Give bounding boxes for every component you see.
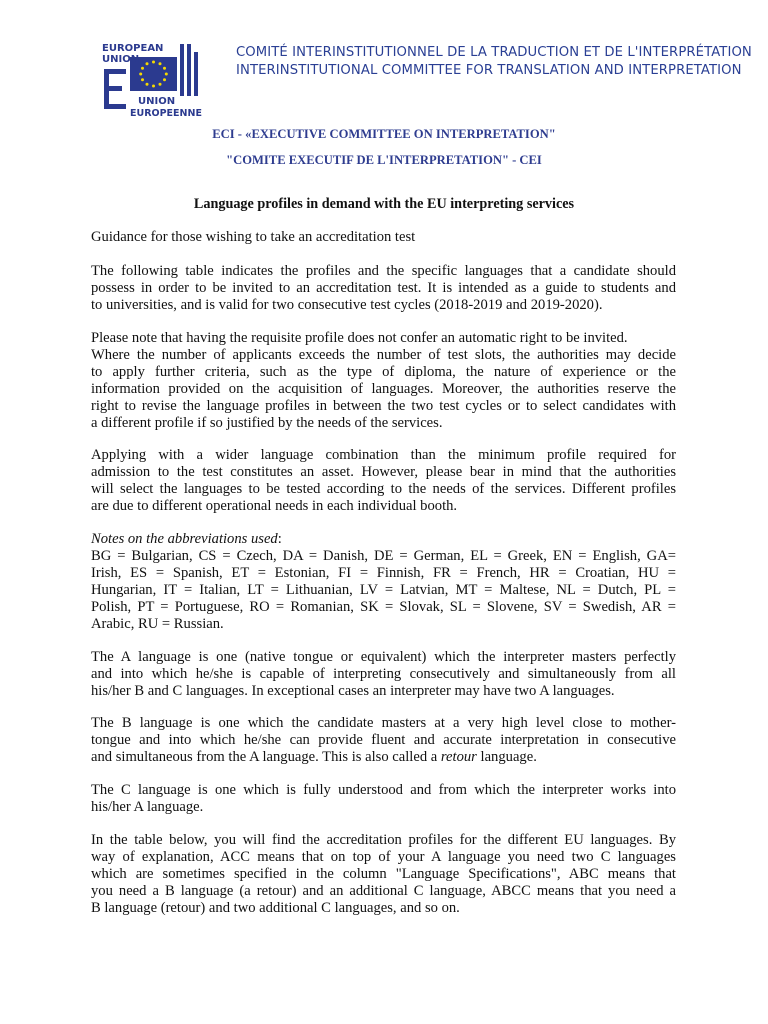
- retour-text-post: language.: [476, 748, 537, 765]
- logo-text-union-fr: UNION: [138, 96, 176, 107]
- paragraph-b-language: [91, 715, 676, 766]
- committee-heading: [236, 44, 752, 79]
- paragraph-line: Guidance for those wishing to take an accreditation test: [91, 229, 416, 245]
- paragraph-line: BG = Bulgarian, CS = Czech, DA = Danish, DE = German, EL = Greek, EN = English, GA=: [91, 547, 676, 564]
- logo-text-european: EUROPEAN: [102, 43, 164, 54]
- paragraph-line: admission to the test constitutes an asset. However, please bear in mind that the authorities: [91, 463, 676, 480]
- paragraph-line: Polish, PT = Portuguese, RO = Romanian, SK = Slovak, SL = Slovene, SV = Swedish, AR =: [91, 598, 676, 615]
- retour-word: retour: [440, 748, 477, 765]
- paragraph-line: The following table indicates the profiles and the specific languages that a candidate should: [91, 263, 676, 279]
- paragraph-line: his/her B and C languages. In exceptional cases an interpreter may have two A languages.: [91, 682, 615, 699]
- paragraph-line: Please note that having the requisite profile does not confer an automatic right to be invited.: [91, 330, 628, 346]
- paragraph-line-retour: [91, 749, 676, 766]
- paragraph-line: right to revise the language profiles in between the two test cycles or to select candidates with: [91, 397, 676, 414]
- retour-text-pre: and simultaneous from the A language. This is also called a: [91, 748, 441, 765]
- paragraph-line: The B language is one which the candidate masters at a very high level close to mother-: [91, 715, 676, 731]
- paragraph-line: Applying with a wider language combination than the minimum profile required for: [91, 447, 676, 463]
- paragraph-line: B language (retour) and two additional C languages, and so on.: [91, 899, 460, 916]
- paragraph-line: to apply further criteria, such as the type of diploma, the nature of experience or the: [91, 363, 676, 380]
- paragraph-line: which are sometimes specified in the column "Language Specifications", ABC means that: [91, 865, 676, 882]
- paragraph-wider-combination: [91, 447, 676, 515]
- paragraph-line: to universities, and is valid for two consecutive test cycles (2018-2019 and 2019-2020).: [91, 296, 603, 313]
- paragraph-line: you need a B language (a retour) and an additional C language, ABCC means that you need a: [91, 882, 676, 899]
- paragraph-line: The A language is one (native tongue or equivalent) which the interpreter masters perfectly: [91, 649, 676, 665]
- paragraph-line: tongue and into which he/she can provide fluent and accurate interpretation in consecutive: [91, 731, 676, 748]
- document-title: Language profiles in demand with the EU interpreting services: [193, 196, 575, 212]
- paragraph-line: possess in order to be invited to an accreditation test. It is intended as a guide to students and: [91, 279, 676, 296]
- paragraph-c-language: [91, 782, 676, 816]
- guidance-subtitle: [91, 229, 676, 246]
- paragraph-line: In the table below, you will find the accreditation profiles for the different EU languages. By: [91, 832, 676, 848]
- notes-colon: :: [277, 531, 282, 547]
- paragraph-line: Hungarian, IT = Italian, LT = Lithuanian, LV = Latvian, MT = Maltese, NL = Dutch, PL =: [91, 581, 676, 598]
- logo-text-union: UNION: [102, 54, 140, 65]
- paragraph-line: will select the languages to be tested according to the needs of the services. Different profiles: [91, 480, 676, 497]
- abbreviations-notes: [91, 531, 676, 632]
- paragraph-table-explanation: [91, 832, 676, 917]
- logo-text-europeenne: EUROPEENNE: [130, 108, 202, 119]
- eci-line-1: ECI - «EXECUTIVE COMMITTEE ON INTERPRETATION": [212, 127, 556, 141]
- paragraph-line: Irish, ES = Spanish, ET = Estonian, FI = Finnish, FR = French, HR = Croatian, HU =: [91, 564, 676, 581]
- paragraph-a-language: [91, 649, 676, 700]
- paragraph-line: The C language is one which is fully understood and from which the interpreter works into: [91, 782, 676, 798]
- paragraph-line: are due to different operational needs in each individual booth.: [91, 497, 458, 514]
- paragraph-line: Arabic, RU = Russian.: [91, 615, 224, 632]
- eu-flag-logo: [102, 42, 202, 120]
- paragraph-line: a different profile if so justified by the needs of the services.: [91, 414, 443, 431]
- committee-name-en: INTERINSTITUTIONAL COMMITTEE FOR TRANSLATION AND INTERPRETATION: [236, 62, 742, 78]
- notes-heading: Notes on the abbreviations used: [91, 531, 278, 547]
- paragraph-line: and into which he/she is capable of interpreting consecutively and simultaneously from all: [91, 665, 676, 682]
- paragraph-line: Where the number of applicants exceeds the number of test slots, the authorities may decide: [91, 346, 676, 363]
- paragraph-line: his/her A language.: [91, 798, 204, 815]
- paragraph-line: information provided on the acquisition of languages. Moreover, the authorities reserve the: [91, 380, 676, 397]
- committee-name-fr: COMITÉ INTERINSTITUTIONNEL DE LA TRADUCTION ET DE L'INTERPRÉTATION: [236, 45, 752, 60]
- paragraph-intro: [91, 263, 676, 314]
- notes-heading-line: [91, 531, 676, 548]
- paragraph-note: [91, 330, 676, 431]
- eci-line-2: "COMITE EXECUTIF DE L'INTERPRETATION" - CEI: [226, 153, 542, 167]
- paragraph-line: way of explanation, ACC means that on top of your A language you need two C languages: [91, 848, 676, 865]
